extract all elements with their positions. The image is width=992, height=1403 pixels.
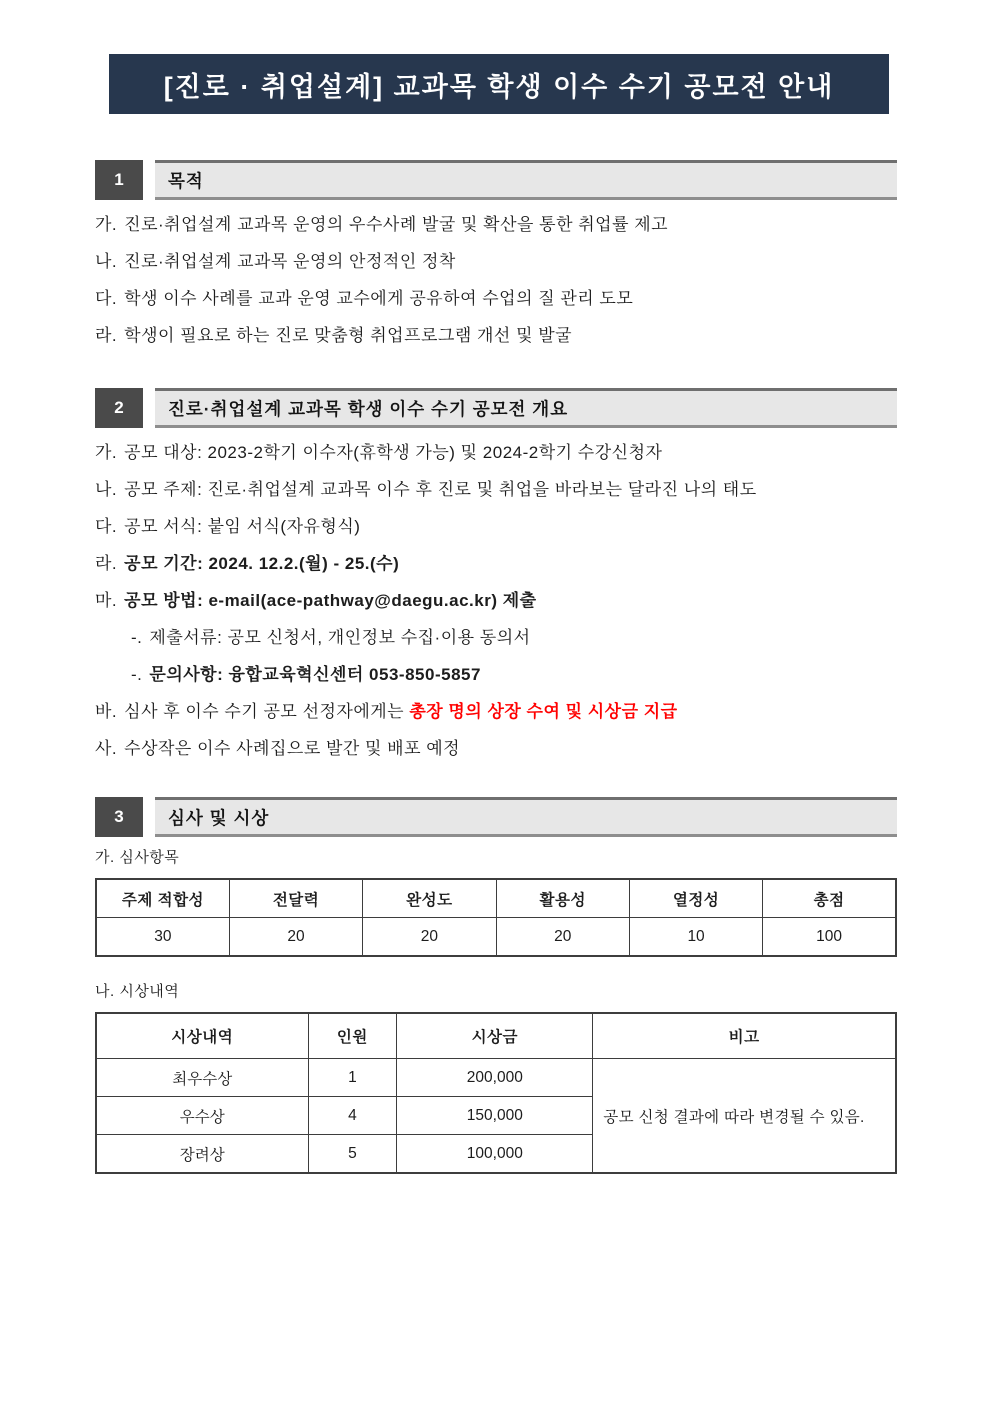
score-cell: 20 (363, 918, 496, 957)
section-1-gap (143, 160, 155, 200)
list-item (95, 693, 935, 730)
item-marker: 사. (95, 739, 118, 758)
item-marker: -. (131, 665, 143, 684)
item-marker: 가. (95, 443, 118, 462)
table-row (96, 1059, 896, 1097)
item-marker: 가. (95, 215, 118, 234)
section-2-header (95, 388, 897, 428)
award-count-cell: 4 (308, 1097, 397, 1135)
item-text-bold: 공모 기간: 2024. 12.2.(월) - 25.(수) (124, 554, 400, 573)
award-name-cell: 우수상 (96, 1097, 308, 1135)
item-marker: 라. (95, 554, 118, 573)
list-item (95, 317, 935, 354)
list-item (95, 206, 935, 243)
award-name-cell: 최우수상 (96, 1059, 308, 1097)
score-cell: 100 (763, 918, 896, 957)
column-header: 활용성 (496, 879, 629, 918)
item-text: 수상작은 이수 사례집으로 발간 및 배포 예정 (124, 739, 461, 758)
item-text-highlight-red: 총장 명의 상장 수여 및 시상금 지급 (409, 702, 678, 721)
table-header-row (96, 879, 896, 918)
score-cell: 20 (229, 918, 362, 957)
score-cell: 30 (96, 918, 229, 957)
item-text: 공모 서식: 붙임 서식(자유형식) (124, 517, 361, 536)
award-prize-cell: 200,000 (397, 1059, 593, 1097)
award-count-cell: 5 (308, 1135, 397, 1174)
column-header: 비고 (593, 1013, 896, 1059)
item-marker: 다. (95, 517, 118, 536)
award-prize-cell: 100,000 (397, 1135, 593, 1174)
item-text: 제출서류: 공모 신청서, 개인정보 수집·이용 동의서 (149, 628, 531, 647)
item-text-bold: 문의사항: 융합교육혁신센터 053-850-5857 (149, 665, 481, 684)
award-count-cell: 1 (308, 1059, 397, 1097)
document-title: [진로 · 취업설계] 교과목 학생 이수 수기 공모전 안내 (163, 71, 835, 102)
document-title-bar (109, 54, 889, 114)
list-subitem (95, 619, 935, 656)
list-item (95, 545, 935, 582)
subsection-evaluation-label: 가. 심사항목 (95, 849, 180, 866)
item-text: 공모 대상: 2023-2학기 이수자(휴학생 가능) 및 2024-2학기 수강신청자 (124, 443, 663, 462)
item-text: 진로·취업설계 교과목 운영의 우수사례 발굴 및 확산을 통한 취업률 제고 (124, 215, 669, 234)
item-text: 심사 후 이수 수기 공모 선정자에게는 (124, 702, 410, 721)
section-3-number-badge: 3 (95, 797, 143, 837)
item-marker: 다. (95, 289, 118, 308)
section-1-header (95, 160, 897, 200)
section-3-title: 심사 및 시상 (155, 797, 897, 837)
list-item (95, 471, 935, 508)
list-item (95, 508, 935, 545)
column-header: 전달력 (229, 879, 362, 918)
item-text: 공모 주제: 진로·취업설계 교과목 이수 후 진로 및 취업을 바라보는 달라진 나의 태도 (124, 480, 757, 499)
score-cell: 20 (496, 918, 629, 957)
section-1-number-badge: 1 (95, 160, 143, 200)
list-item (95, 730, 935, 767)
column-header: 완성도 (363, 879, 496, 918)
item-marker: 나. (95, 480, 118, 499)
evaluation-table (95, 878, 897, 957)
list-item (95, 434, 935, 471)
list-item (95, 243, 935, 280)
column-header: 시상금 (397, 1013, 593, 1059)
subsection-award-label: 나. 시상내역 (95, 983, 180, 1000)
item-marker: 바. (95, 702, 118, 721)
list-subitem (95, 656, 935, 693)
column-header: 총점 (763, 879, 896, 918)
column-header: 주제 적합성 (96, 879, 229, 918)
item-text: 학생이 필요로 하는 진로 맞춤형 취업프로그램 개선 및 발굴 (124, 326, 573, 345)
item-text: 학생 이수 사례를 교과 운영 교수에게 공유하여 수업의 질 관리 도모 (124, 289, 634, 308)
section-2-title: 진로·취업설계 교과목 학생 이수 수기 공모전 개요 (155, 388, 897, 428)
section-2-number-badge: 2 (95, 388, 143, 428)
list-item (95, 280, 935, 317)
item-marker: 마. (95, 591, 118, 610)
table-row (96, 918, 896, 957)
section-2-body (95, 434, 935, 767)
section-3-gap (143, 797, 155, 837)
award-prize-cell: 150,000 (397, 1097, 593, 1135)
column-header: 열정성 (629, 879, 762, 918)
item-marker: -. (131, 628, 143, 647)
column-header: 시상내역 (96, 1013, 308, 1059)
column-header: 인원 (308, 1013, 397, 1059)
award-name-cell: 장려상 (96, 1135, 308, 1174)
award-note-cell: 공모 신청 결과에 따라 변경될 수 있음. (593, 1059, 896, 1174)
section-1-body (95, 206, 935, 354)
section-3-header (95, 797, 897, 837)
item-marker: 나. (95, 252, 118, 271)
item-marker: 라. (95, 326, 118, 345)
award-table (95, 1012, 897, 1174)
score-cell: 10 (629, 918, 762, 957)
item-text: 진로·취업설계 교과목 운영의 안정적인 정착 (124, 252, 456, 271)
item-text-bold: 공모 방법: e-mail(ace-pathway@daegu.ac.kr) 제출 (124, 591, 537, 610)
section-1-title: 목적 (155, 160, 897, 200)
table-header-row (96, 1013, 896, 1059)
section-2-gap (143, 388, 155, 428)
list-item (95, 582, 935, 619)
